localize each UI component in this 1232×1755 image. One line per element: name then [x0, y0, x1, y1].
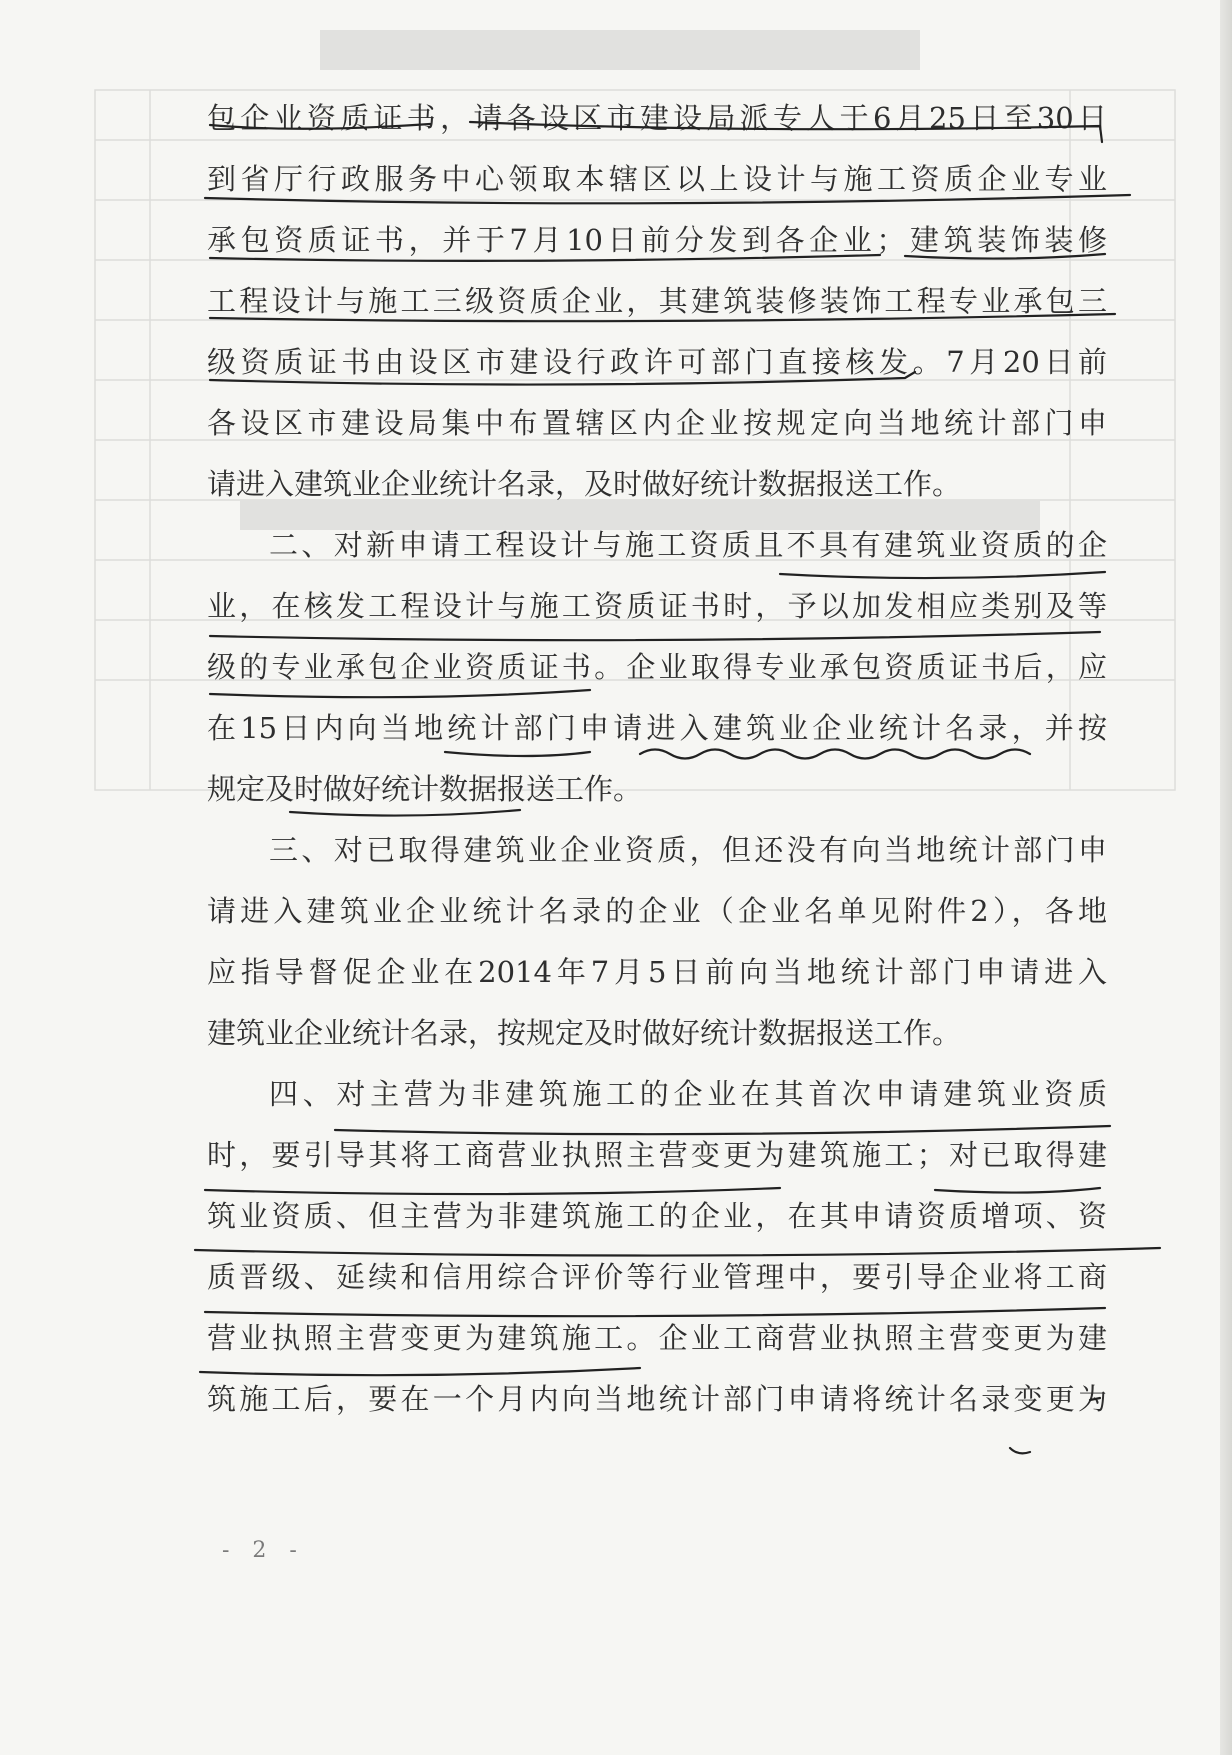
text-line: 级资质证书由设区市建设行政许可部门直接核发。7月20日前 [207, 345, 1107, 379]
paragraph-start-line: 四、对主营为非建筑施工的企业在其首次申请建筑业资质 [269, 1077, 1107, 1111]
text-line: 筑施工后，要在一个月内向当地统计部门申请将统计名录变更为 [207, 1382, 1107, 1416]
text-line: 包企业资质证书，请各设区市建设局派专人于6月25日至30日 [207, 101, 1107, 135]
text-line: 应指导督促企业在2014年7月5日前向当地统计部门申请进入 [207, 955, 1107, 989]
paragraph-start-line: 三、对已取得建筑业企业资质，但还没有向当地统计部门申 [269, 833, 1107, 867]
text-line: 请进入建筑业企业统计名录，及时做好统计数据报送工作。 [207, 467, 962, 501]
text-line: 到省厅行政服务中心领取本辖区以上设计与施工资质企业专业 [207, 162, 1107, 196]
text-line: 规定及时做好统计数据报送工作。 [207, 772, 643, 806]
text-line: 业，在核发工程设计与施工资质证书时，予以加发相应类别及等 [207, 589, 1107, 623]
body-text [207, 88, 1107, 1430]
text-line: 营业执照主营变更为建筑施工。企业工商营业执照主营变更为建 [207, 1321, 1107, 1355]
paragraph-start-line: 二、对新申请工程设计与施工资质且不具有建筑业资质的企 [269, 528, 1107, 562]
text-line: 请进入建筑业企业统计名录的企业（企业名单见附件2），各地 [207, 894, 1107, 928]
pen-mark [1010, 1448, 1030, 1453]
text-line: 各设区市建设局集中布置辖区内企业按规定向当地统计部门申 [207, 406, 1107, 440]
text-line: 级的专业承包企业资质证书。企业取得专业承包资质证书后，应 [207, 650, 1107, 684]
text-line: 承包资质证书，并于7月10日前分发到各企业；建筑装饰装修 [207, 223, 1107, 257]
text-line: 建筑业企业统计名录，按规定及时做好统计数据报送工作。 [207, 1016, 962, 1050]
text-line: 质晋级、延续和信用综合评价等行业管理中，要引导企业将工商 [207, 1260, 1107, 1294]
text-line: 在15日内向当地统计部门申请进入建筑业企业统计名录，并按 [207, 711, 1107, 745]
page-edge-shadow [1220, 0, 1232, 1755]
text-line: 筑业资质、但主营为非建筑施工的企业，在其申请资质增项、资 [207, 1199, 1107, 1233]
text-line: 时，要引导其将工商营业执照主营变更为建筑施工；对已取得建 [207, 1138, 1107, 1172]
page-number: - 2 - [222, 1538, 305, 1563]
text-line: 工程设计与施工三级资质企业，其建筑装修装饰工程专业承包三 [207, 284, 1107, 318]
